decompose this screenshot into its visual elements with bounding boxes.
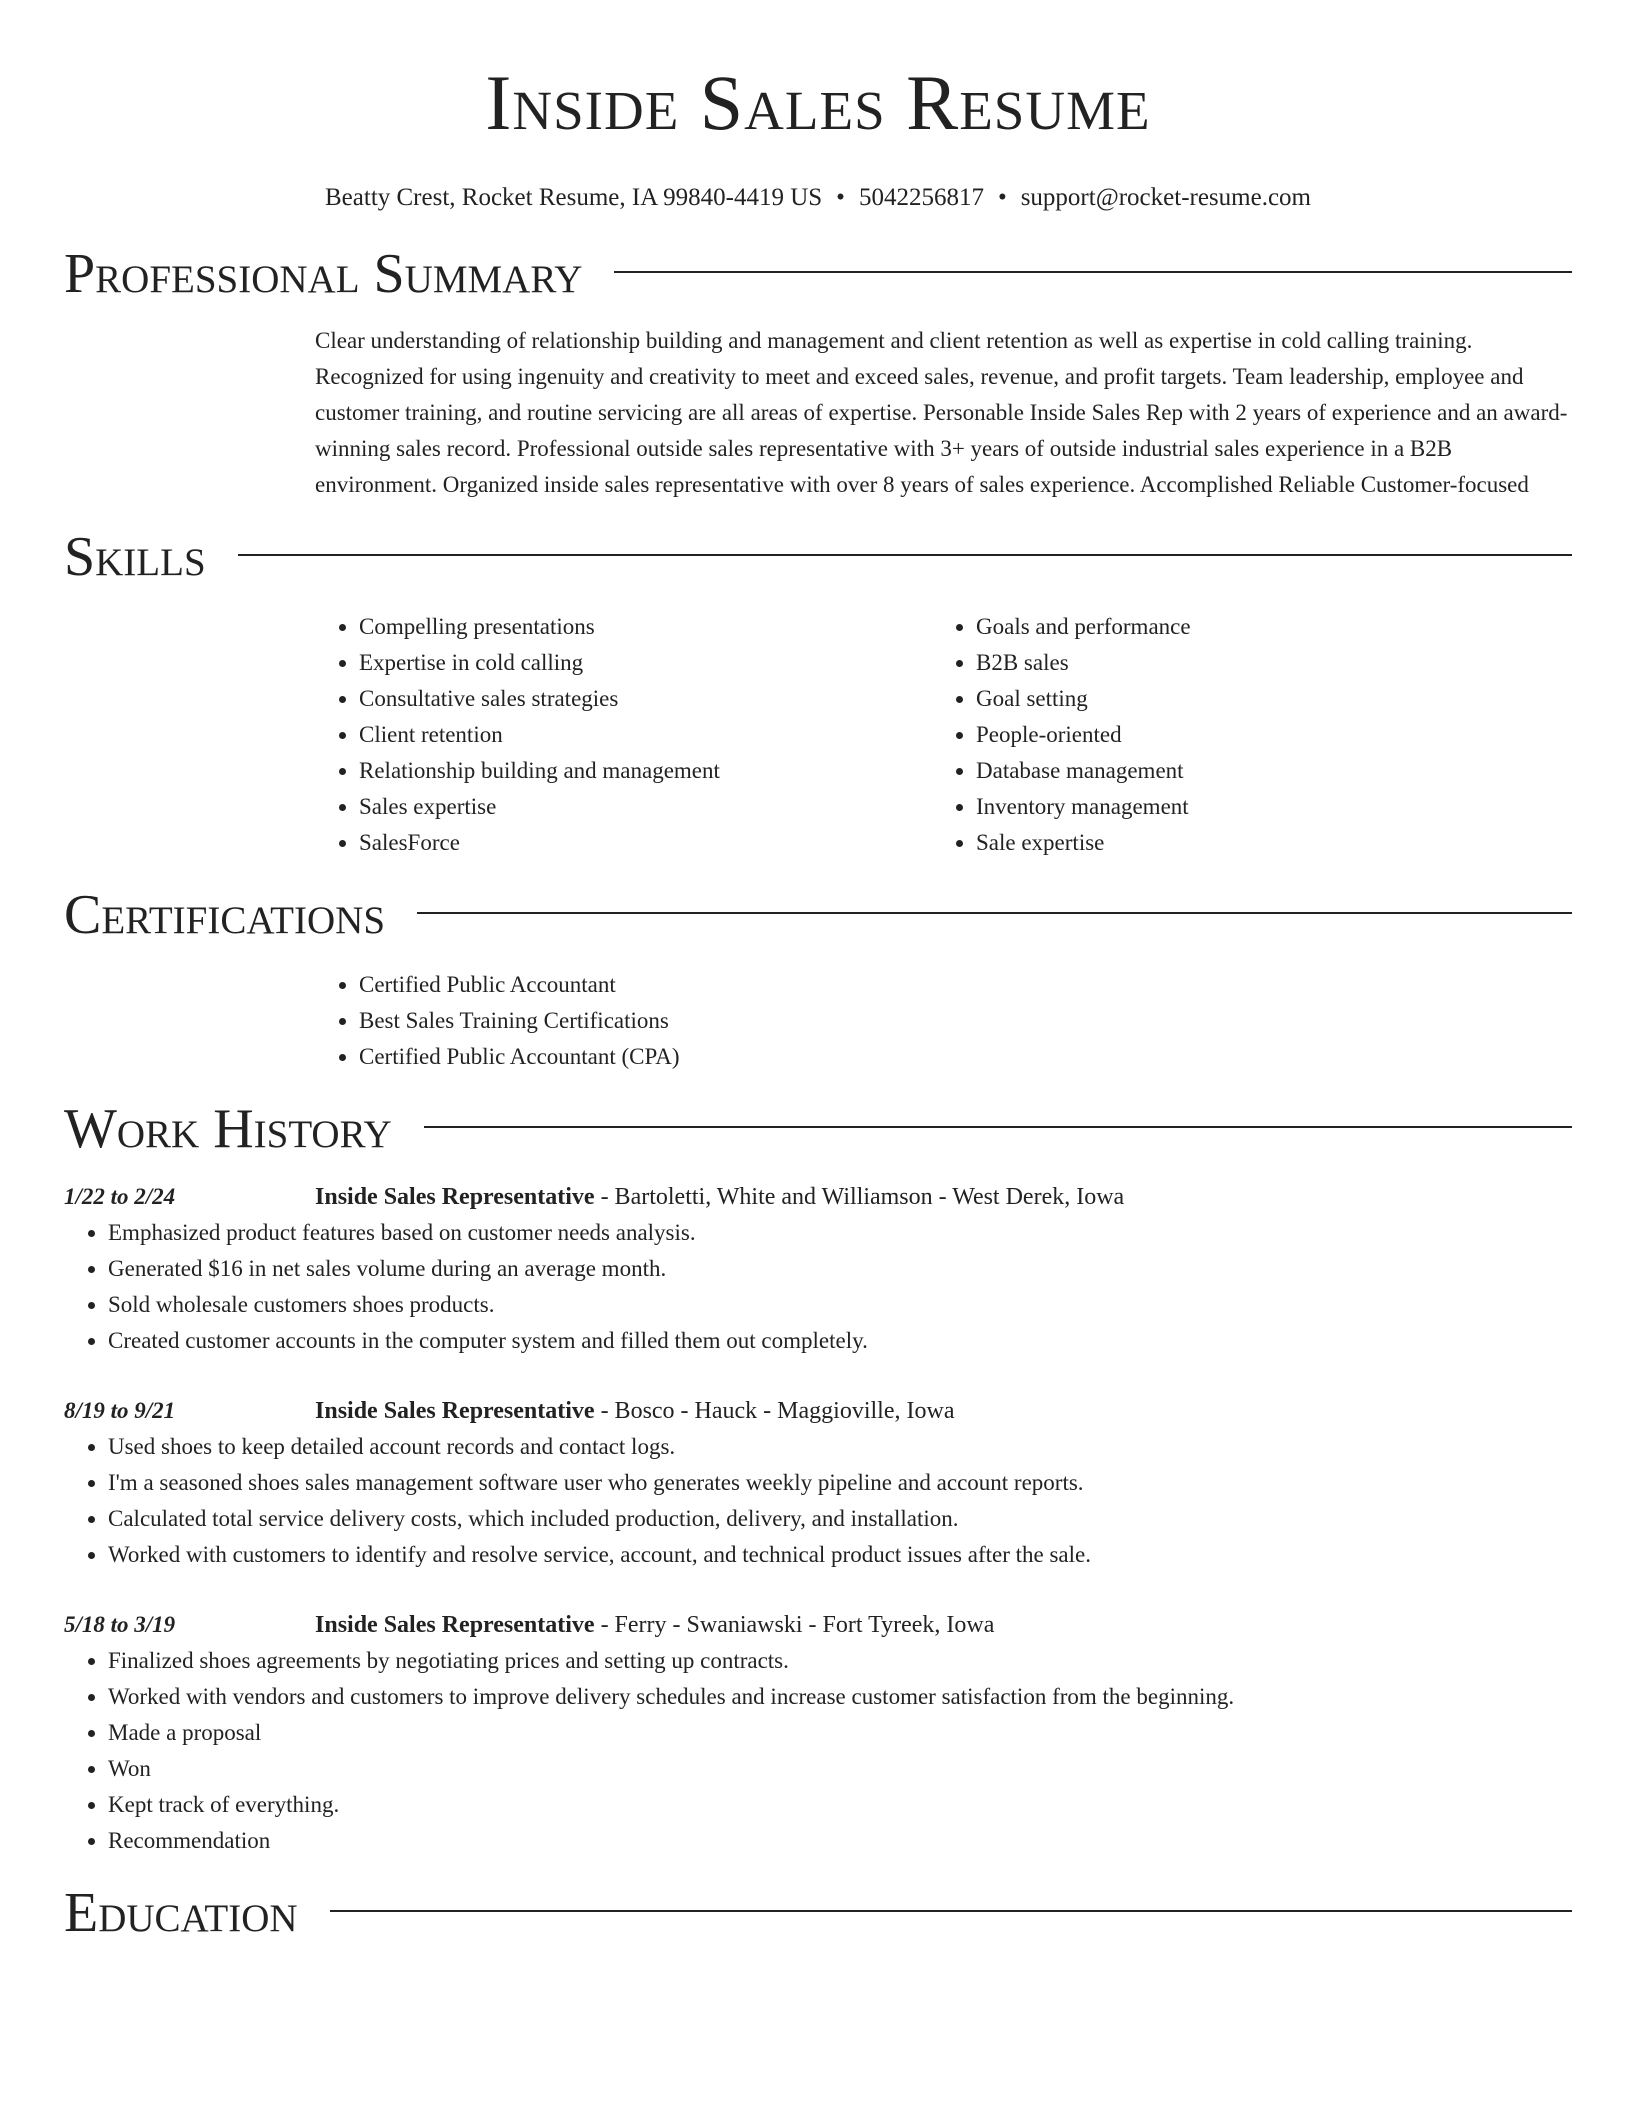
job-title: Inside Sales Representative <box>315 1398 595 1424</box>
contact-email: support@rocket-resume.com <box>1020 184 1311 211</box>
job-bullet: • Sold wholesale customers shoes products. <box>108 1287 1572 1323</box>
summary-content <box>315 323 1572 503</box>
job-bullet: • I'm a seasoned shoes sales management software user who generates weekly pipeline and account reports. <box>108 1465 1572 1501</box>
job-employer-location: - Bartoletti, White and Williamson - West Derek, Iowa <box>594 1184 1125 1210</box>
skills-list <box>315 609 1572 861</box>
work-history-heading: Work History <box>64 1098 392 1160</box>
section-divider <box>424 1126 1572 1128</box>
skill-item: • Goal setting <box>976 681 1549 717</box>
skill-item: • SalesForce <box>359 825 932 861</box>
skill-item: • Database management <box>976 753 1549 789</box>
contact-separator: • <box>997 184 1007 211</box>
work-history-section-header <box>64 1099 1572 1159</box>
skill-item: • People-oriented <box>976 717 1549 753</box>
job-header <box>315 1607 1572 1643</box>
skill-item: • Sale expertise <box>976 825 1549 861</box>
job-bullet: • Kept track of everything. <box>108 1787 1572 1823</box>
job-header <box>315 1179 1572 1215</box>
skill-item: • Client retention <box>359 717 932 753</box>
job-bullet: • Worked with vendors and customers to improve delivery schedules and increase customer satisfaction from the beginning. <box>108 1679 1572 1715</box>
certifications-list <box>315 967 1572 1075</box>
job-entry <box>64 1179 1572 1359</box>
section-divider <box>238 554 1572 556</box>
job-employer-location: - Ferry - Swaniawski - Fort Tyreek, Iowa <box>594 1612 995 1638</box>
summary-heading: Professional Summary <box>64 243 583 305</box>
job-bullet-list <box>64 1215 1572 1359</box>
job-entry <box>64 1393 1572 1573</box>
education-heading: Education <box>64 1882 298 1944</box>
job-title: Inside Sales Representative <box>315 1612 595 1638</box>
skill-item: • Inventory management <box>976 789 1549 825</box>
section-divider <box>614 271 1572 273</box>
job-header <box>315 1393 1572 1429</box>
contact-phone: 5042256817 <box>858 184 984 211</box>
certification-item: • Certified Public Accountant <box>359 967 1572 1003</box>
job-bullet-list <box>64 1643 1572 1859</box>
job-bullet: • Emphasized product features based on customer needs analysis. <box>108 1215 1572 1251</box>
skills-column-left <box>315 609 932 861</box>
job-employer-location: - Bosco - Hauck - Maggioville, Iowa <box>594 1398 955 1424</box>
certifications-content <box>315 967 1572 1075</box>
contact-separator: • <box>836 184 845 211</box>
job-dates: 8/19 to 9/21 <box>64 1398 176 1423</box>
skills-heading: Skills <box>64 526 206 588</box>
contact-line <box>64 182 1572 214</box>
job-dates: 5/18 to 3/19 <box>64 1612 176 1637</box>
job-dates: 1/22 to 2/24 <box>64 1184 176 1209</box>
skill-item: • B2B sales <box>976 645 1549 681</box>
skills-section-header <box>64 527 1572 587</box>
job-bullet: • Made a proposal <box>108 1715 1572 1751</box>
job-title: Inside Sales Representative <box>315 1184 595 1210</box>
certifications-heading: Certifications <box>64 884 386 946</box>
education-section-header <box>64 1883 1572 1943</box>
job-bullet: • Used shoes to keep detailed account records and contact logs. <box>108 1429 1572 1465</box>
job-bullet: • Generated $16 in net sales volume during an average month. <box>108 1251 1572 1287</box>
skill-item: • Sales expertise <box>359 789 932 825</box>
job-bullet: • Calculated total service delivery costs, which included production, delivery, and installation. <box>108 1501 1572 1537</box>
section-divider <box>330 1910 1572 1912</box>
skill-item: • Compelling presentations <box>359 609 932 645</box>
certifications-section-header <box>64 885 1572 945</box>
skill-item: • Goals and performance <box>976 609 1549 645</box>
resume-page <box>64 0 1572 1943</box>
job-bullet: • Won <box>108 1751 1572 1787</box>
job-bullet: • Recommendation <box>108 1823 1572 1859</box>
job-bullet: • Finalized shoes agreements by negotiating prices and setting up contracts. <box>108 1643 1572 1679</box>
job-bullet: • Worked with customers to identify and resolve service, account, and technical product issues after the sale. <box>108 1537 1572 1573</box>
skill-item: • Relationship building and management <box>359 753 932 789</box>
summary-section-header <box>64 244 1572 304</box>
contact-address: Beatty Crest, Rocket Resume, IA 99840-4419 US <box>325 184 823 211</box>
job-entry <box>64 1607 1572 1859</box>
job-bullet-list <box>64 1429 1572 1573</box>
resume-title: Inside Sales Resume <box>485 59 1151 146</box>
job-bullet: • Created customer accounts in the computer system and filled them out completely. <box>108 1323 1572 1359</box>
certification-item: • Certified Public Accountant (CPA) <box>359 1039 1572 1075</box>
skill-item: • Expertise in cold calling <box>359 645 932 681</box>
section-divider <box>417 912 1572 914</box>
skill-item: • Consultative sales strategies <box>359 681 932 717</box>
summary-text: Clear understanding of relationship building and management and client retention as well as expertise in cold calling training. Recognized for using ingenuity and creativity to meet and exceed sales, revenue, and profit targets. Team leadership, employee and customer training, and routine servicing are all areas of expertise. Personable Inside Sales Rep with 2 years of experience and an award-winning sales record. Professional outside sales representative with 3+ years of outside industrial sales experience in a B2B environment. Organized inside sales representative with over 8 years of sales experience. Accomplished Reliable Customer-focused <box>315 328 1568 497</box>
certification-item: • Best Sales Training Certifications <box>359 1003 1572 1039</box>
skills-column-right <box>932 609 1549 861</box>
